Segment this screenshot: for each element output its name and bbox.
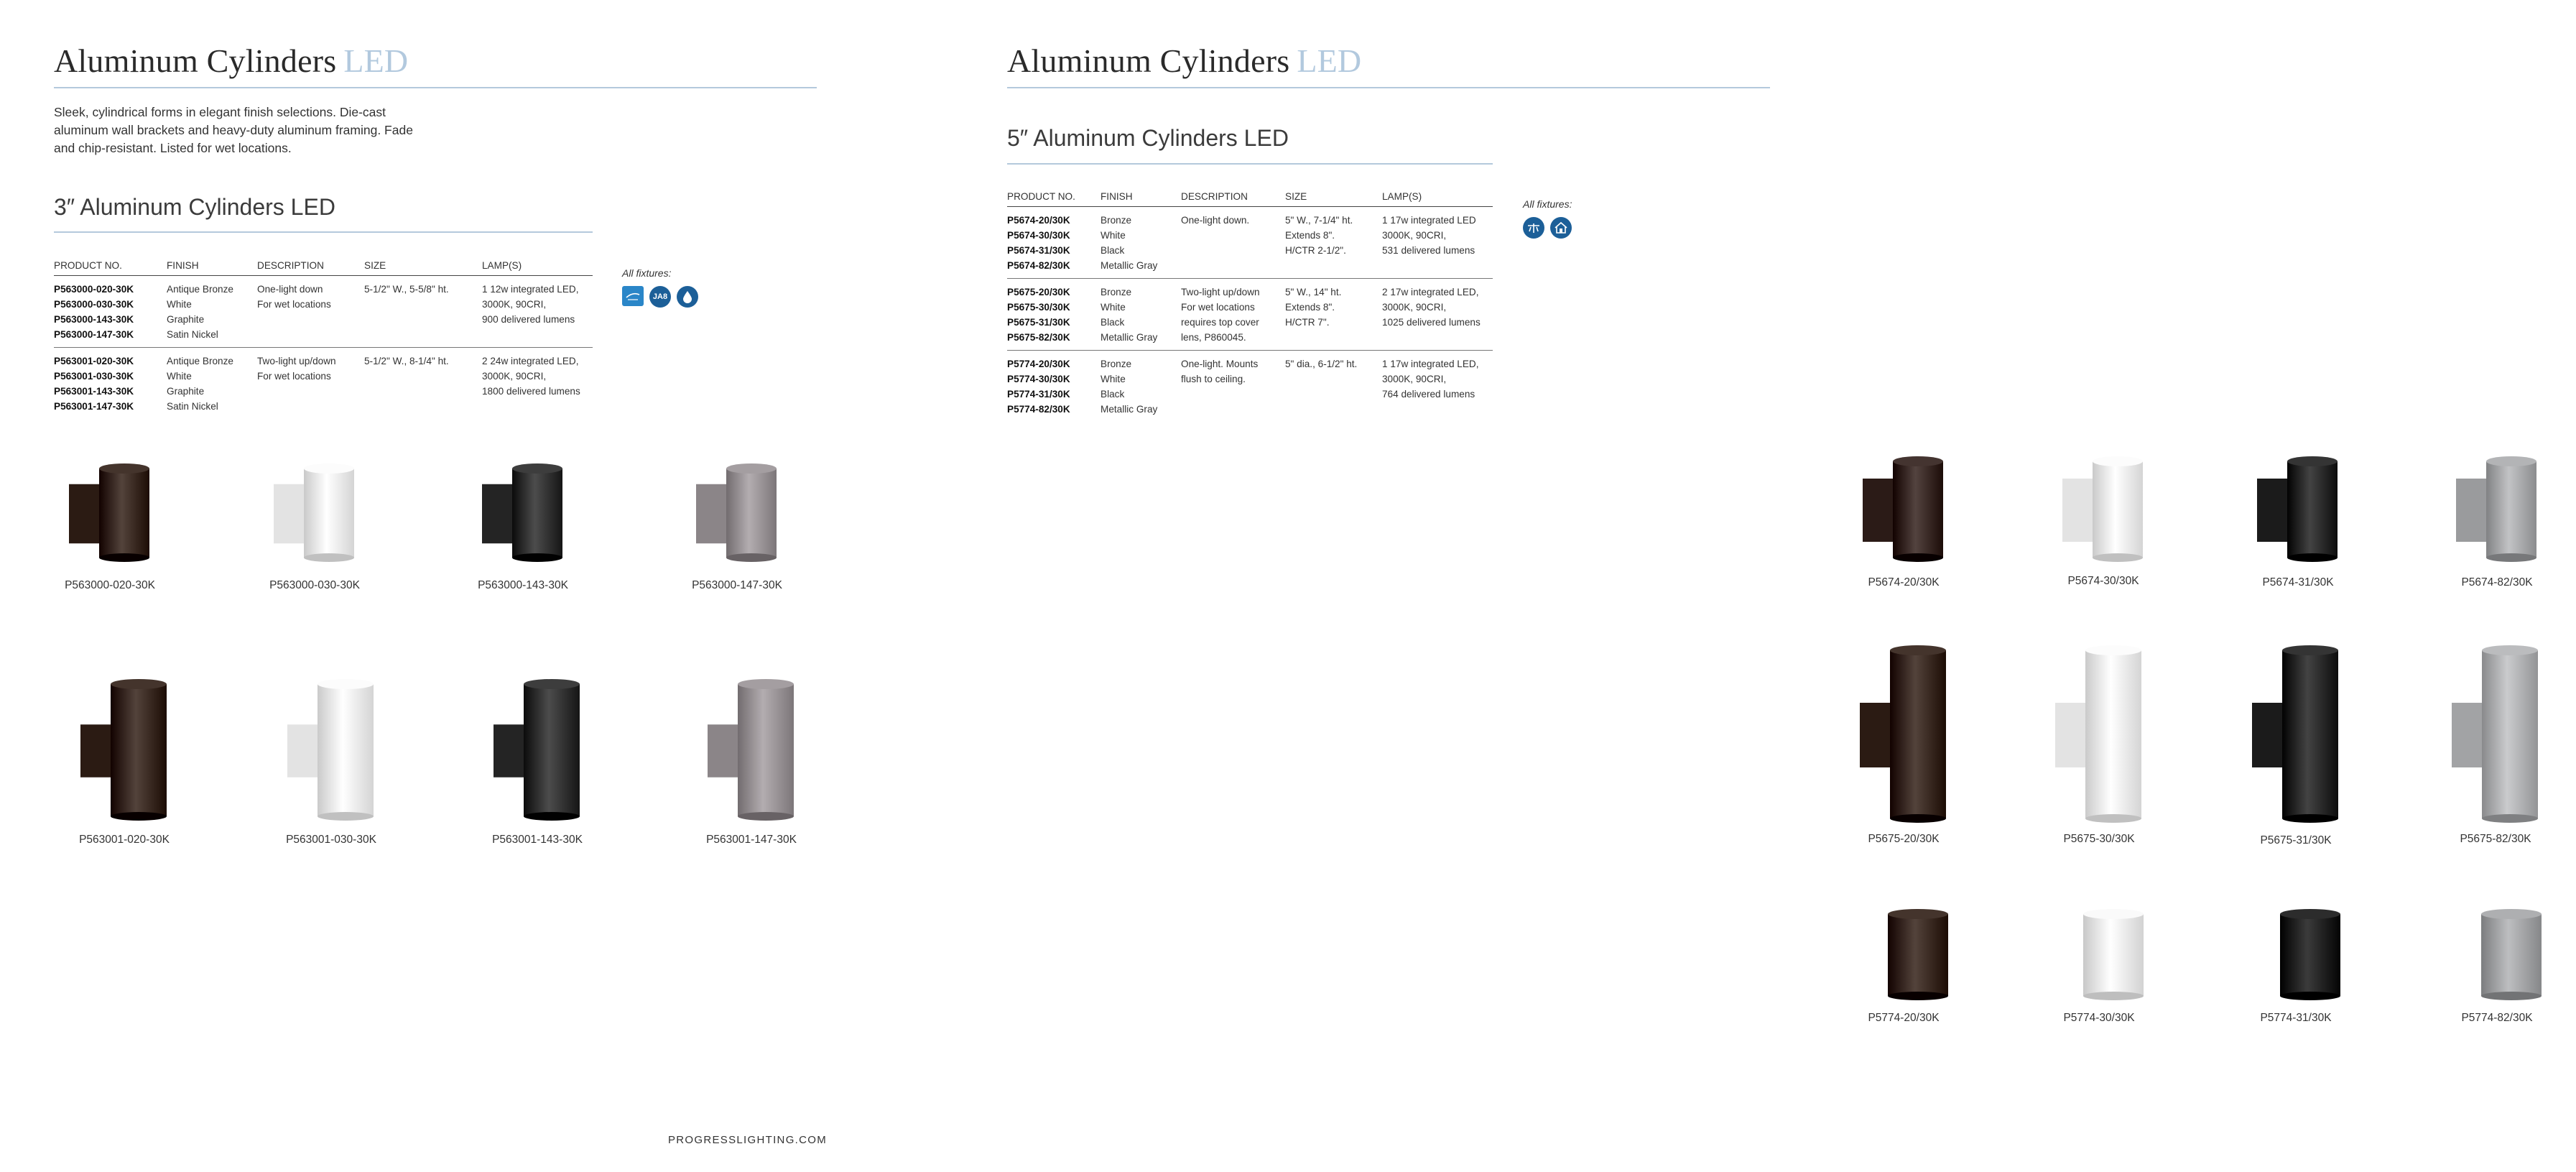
product-label: P563001-143-30K [492, 834, 583, 846]
cell-description [1181, 207, 1285, 279]
wall-bracket [2257, 479, 2292, 542]
cylinder-bottom [738, 812, 794, 821]
wall-bracket [494, 724, 528, 778]
fixture-illustration [2418, 453, 2576, 568]
size-line: 5-1/2" W., 8-1/4" ht. [364, 356, 449, 366]
cylinder-body [1890, 650, 1946, 818]
cylinder-body [512, 469, 562, 558]
cell-finishes [167, 348, 257, 420]
fixture-illustration [31, 460, 189, 568]
fixture-image [2217, 642, 2375, 829]
fixture-image [2418, 453, 2576, 568]
product-card [2024, 453, 2182, 587]
cylinder-body [2481, 914, 2542, 996]
website-footer: PROGRESSLIGHTING.COM [668, 1134, 828, 1146]
wall-bracket [1863, 479, 1897, 542]
product-label: P5674-31/30K [2262, 576, 2334, 589]
cylinder-bottom [2482, 814, 2538, 823]
col-header-description: DESCRIPTION [257, 260, 364, 276]
cylinder-top [524, 679, 580, 689]
lamps-line: 3000K, 90CRI, [1382, 302, 1447, 313]
product-card [1825, 453, 1983, 589]
cylinder-top [738, 679, 794, 689]
cylinder-top [2282, 645, 2338, 655]
cylinder-top [726, 463, 777, 474]
title-main: Aluminum Cylinders [54, 42, 337, 79]
cylinder-bottom [2486, 553, 2536, 562]
finishes-line: Black [1101, 317, 1125, 328]
cell-description [257, 276, 364, 348]
cylinder-top [2486, 456, 2536, 466]
page-title [54, 42, 408, 80]
right-page [902, 0, 2533, 1172]
finishes-line: Antique Bronze [167, 284, 233, 295]
product-numbers-line: P5675-20/30K [1007, 287, 1070, 297]
wall-bracket [1860, 703, 1894, 767]
cylinder-body [2287, 461, 2338, 558]
product-card [1825, 905, 1983, 1024]
cylinder-body [2085, 650, 2141, 818]
cylinder-top [2482, 645, 2538, 655]
fixture-image [2217, 905, 2375, 1006]
all-fixtures-label: All fixtures: [622, 267, 672, 279]
fixture-image [2020, 905, 2178, 1006]
description-line: Two-light up/down [257, 356, 336, 366]
cylinder-body [2093, 461, 2143, 558]
cylinder-bottom [1893, 553, 1943, 562]
fixture-illustration [2217, 905, 2375, 1006]
cylinder-top [2481, 909, 2542, 919]
cylinder-bottom [2280, 992, 2340, 1000]
size-line: Extends 8". [1285, 230, 1335, 241]
wall-bracket [69, 484, 103, 544]
finishes-line: White [167, 371, 192, 382]
cylinder-body [111, 684, 167, 816]
all-fixtures-badges [622, 267, 698, 308]
product-label: P5674-82/30K [2461, 576, 2533, 589]
lamps-line: 1025 delivered lumens [1382, 317, 1481, 328]
product-label: P5675-31/30K [2260, 834, 2332, 846]
description-line: One-light. Mounts [1181, 359, 1259, 369]
cell-size [1285, 279, 1382, 351]
cylinder-body [1893, 461, 1943, 558]
product-card [2219, 453, 2377, 589]
cell-lamps [1382, 351, 1493, 423]
size-line: 5" W., 14" ht. [1285, 287, 1342, 297]
size-line: H/CTR 7". [1285, 317, 1330, 328]
cell-product-numbers [54, 348, 167, 420]
description-line: requires top cover [1181, 317, 1259, 328]
wall-bracket [2452, 703, 2486, 767]
cylinder-top [99, 463, 149, 474]
product-card [2020, 905, 2178, 1024]
finishes-line: Bronze [1101, 215, 1132, 226]
product-numbers-line: P5774-30/30K [1007, 374, 1070, 384]
product-numbers-line: P563001-147-30K [54, 401, 134, 412]
cell-finishes [167, 276, 257, 348]
col-header-lamps: LAMP(S) [482, 260, 593, 276]
product-card [458, 675, 616, 846]
product-numbers-line: P563000-030-30K [54, 299, 134, 310]
home-icon [1550, 217, 1572, 239]
lamps-line: 3000K, 90CRI, [482, 371, 547, 382]
cylinder-body [2282, 650, 2338, 818]
fixture-image [1825, 453, 1983, 568]
fixture-image [2219, 453, 2377, 568]
fixture-illustration [2217, 642, 2375, 829]
cylinder-bottom [99, 553, 149, 562]
product-label: P5675-82/30K [2460, 833, 2531, 845]
size-line: 5" W., 7-1/4" ht. [1285, 215, 1353, 226]
cell-product-numbers [54, 276, 167, 348]
product-numbers-line: P5774-31/30K [1007, 389, 1070, 400]
wall-bracket [2456, 479, 2491, 542]
fixture-image [458, 675, 616, 826]
wall-bracket [482, 484, 516, 544]
fixture-illustration [672, 675, 830, 826]
description-line: For wet locations [1181, 302, 1255, 313]
wall-bracket [708, 724, 742, 778]
cell-lamps [1382, 279, 1493, 351]
lamps-line: 2 17w integrated LED, [1382, 287, 1479, 297]
cylinder-top [318, 679, 374, 689]
all-fixtures-badges [1523, 198, 1572, 239]
col-header-finish: FINISH [167, 260, 257, 276]
description-line: flush to ceiling. [1181, 374, 1246, 384]
fixture-illustration [658, 460, 816, 568]
cell-lamps [482, 276, 593, 348]
fixture-image [1825, 642, 1983, 829]
fixture-illustration [1825, 905, 1983, 1006]
product-numbers-line: P5774-20/30K [1007, 359, 1070, 369]
product-card [444, 460, 602, 591]
lamps-line: 1 12w integrated LED, [482, 284, 579, 295]
fixture-illustration [45, 675, 203, 826]
spec-row [1007, 279, 1493, 351]
size-line: H/CTR 2-1/2". [1285, 245, 1346, 256]
product-numbers-line: P563001-143-30K [54, 386, 134, 397]
lamps-line: 1800 delivered lumens [482, 386, 580, 397]
product-card [236, 460, 394, 591]
product-numbers-line: P5674-20/30K [1007, 215, 1070, 226]
wall-bracket [2252, 703, 2287, 767]
description-line: For wet locations [257, 299, 331, 310]
finishes-line: Metallic Gray [1101, 404, 1158, 415]
cell-size [1285, 351, 1382, 423]
cell-product-numbers [1007, 279, 1101, 351]
product-numbers-line: P5675-82/30K [1007, 332, 1070, 343]
product-label: P5774-31/30K [2260, 1012, 2332, 1024]
fixture-illustration [1825, 453, 1983, 568]
product-label: P563001-020-30K [79, 834, 170, 846]
finishes-line: White [1101, 302, 1126, 313]
title-accent: LED [343, 42, 409, 79]
cylinder-body [1888, 914, 1948, 996]
wall-bracket [80, 724, 115, 778]
col-header-product: PRODUCT NO. [54, 260, 167, 276]
cell-lamps [1382, 207, 1493, 279]
finishes-line: Bronze [1101, 359, 1132, 369]
spec-row [54, 276, 593, 348]
product-card [672, 675, 830, 846]
product-label: P563000-143-30K [478, 579, 568, 591]
col-header-product: PRODUCT NO. [1007, 191, 1101, 207]
energy-star-icon [622, 286, 644, 306]
product-numbers-line: P5675-30/30K [1007, 302, 1070, 313]
cell-product-numbers [1007, 351, 1101, 423]
cell-product-numbers [1007, 207, 1101, 279]
cylinder-bottom [2093, 553, 2143, 562]
finishes-line: Metallic Gray [1101, 260, 1158, 271]
subtitle-divider [54, 231, 593, 233]
fixture-illustration [2418, 905, 2576, 1006]
cylinder-bottom [2085, 814, 2141, 823]
fixture-illustration [2024, 453, 2182, 568]
ja8-icon-text: JA8 [652, 292, 668, 301]
cylinder-body [2280, 914, 2340, 996]
lamps-line: 1 17w integrated LED [1382, 215, 1476, 226]
product-numbers-line: P563000-147-30K [54, 329, 134, 340]
product-numbers-line: P5774-82/30K [1007, 404, 1070, 415]
fixture-image [31, 460, 189, 568]
cylinder-top [1890, 645, 1946, 655]
fixture-image [444, 460, 602, 568]
col-header-size: SIZE [1285, 191, 1382, 207]
product-card [252, 675, 410, 846]
cylinder-body [2083, 914, 2144, 996]
product-numbers-line: P563000-020-30K [54, 284, 134, 295]
description-line: Two-light up/down [1181, 287, 1260, 297]
lamps-line: 764 delivered lumens [1382, 389, 1475, 400]
product-label: P5774-20/30K [1868, 1012, 1940, 1024]
product-numbers-line: P5674-30/30K [1007, 230, 1070, 241]
title-divider [54, 87, 817, 88]
product-card [2217, 905, 2375, 1024]
cylinder-top [304, 463, 354, 474]
cylinder-bottom [2282, 814, 2338, 823]
wall-bracket [287, 724, 322, 778]
finishes-line: Black [1101, 245, 1125, 256]
product-card [1825, 642, 1983, 845]
cell-size [364, 276, 482, 348]
fixture-image [2024, 453, 2182, 568]
spec-table [54, 260, 593, 419]
cylinder-top [1893, 456, 1943, 466]
wet-location-icon [1523, 217, 1544, 239]
cylinder-top [1888, 909, 1948, 919]
cylinder-body [726, 469, 777, 558]
product-label: P563000-147-30K [692, 579, 782, 591]
finishes-line: Antique Bronze [167, 356, 233, 366]
wall-bracket [2055, 703, 2090, 767]
cylinder-top [2083, 909, 2144, 919]
cylinder-body [524, 684, 580, 816]
product-card [31, 460, 189, 591]
cylinder-body [2482, 650, 2538, 818]
page-title [1007, 42, 1361, 80]
cell-finishes [1101, 279, 1181, 351]
finishes-line: Metallic Gray [1101, 332, 1158, 343]
fixture-image [252, 675, 410, 826]
cylinder-bottom [1890, 814, 1946, 823]
description-line: For wet locations [257, 371, 331, 382]
fixture-illustration [444, 460, 602, 568]
ja8-icon [649, 286, 671, 308]
spec-row [1007, 351, 1493, 423]
all-fixtures-label: All fixtures: [1523, 198, 1572, 210]
cylinder-body [738, 684, 794, 816]
finishes-line: Bronze [1101, 287, 1132, 297]
product-label: P563001-030-30K [286, 834, 376, 846]
lamps-line: 531 delivered lumens [1382, 245, 1475, 256]
lamps-line: 3000K, 90CRI, [482, 299, 547, 310]
cylinder-bottom [726, 553, 777, 562]
product-numbers-line: P5674-31/30K [1007, 245, 1070, 256]
product-label: P563000-030-30K [269, 579, 360, 591]
title-main: Aluminum Cylinders [1007, 42, 1290, 79]
description-line: lens, P860045. [1181, 332, 1246, 343]
fixture-image [2417, 642, 2575, 829]
spec-row [1007, 207, 1493, 279]
product-label: P563001-147-30K [706, 834, 797, 846]
fixture-image [672, 675, 830, 826]
wall-bracket [696, 484, 731, 544]
finishes-line: Satin Nickel [167, 401, 218, 412]
product-card [2418, 453, 2576, 589]
fixture-image [658, 460, 816, 568]
finishes-line: White [1101, 230, 1126, 241]
cylinder-bottom [304, 553, 354, 562]
description-line: One-light down. [1181, 215, 1250, 226]
cylinder-top [111, 679, 167, 689]
product-card [2418, 905, 2576, 1024]
cell-finishes [1101, 207, 1181, 279]
product-label: P563000-020-30K [65, 579, 155, 591]
finishes-line: Graphite [167, 314, 205, 325]
wall-bracket [274, 484, 308, 544]
finishes-line: Graphite [167, 386, 205, 397]
finishes-line: Black [1101, 389, 1125, 400]
product-card [2417, 642, 2575, 845]
lamps-line: 3000K, 90CRI, [1382, 374, 1447, 384]
fixture-illustration [1825, 642, 1983, 829]
product-label: P5675-30/30K [2063, 833, 2135, 845]
spec-row [54, 348, 593, 420]
cylinder-bottom [512, 553, 562, 562]
finishes-line: Satin Nickel [167, 329, 218, 340]
cylinder-bottom [318, 812, 374, 821]
fixture-image [1825, 905, 1983, 1006]
product-numbers-line: P563001-030-30K [54, 371, 134, 382]
finishes-line: White [1101, 374, 1126, 384]
product-label: P5674-20/30K [1868, 576, 1940, 589]
product-label: P5774-82/30K [2461, 1012, 2533, 1024]
cylinder-body [99, 469, 149, 558]
fixture-illustration [252, 675, 410, 826]
cell-description [257, 348, 364, 420]
product-card [2217, 642, 2375, 846]
lamps-line: 2 24w integrated LED, [482, 356, 579, 366]
product-numbers-line: P5674-82/30K [1007, 260, 1070, 271]
fixture-image [236, 460, 394, 568]
section-subtitle: 5″ Aluminum Cylinders LED [1007, 125, 1289, 151]
cylinder-body [318, 684, 374, 816]
product-label: P5675-20/30K [1868, 833, 1940, 845]
size-line: 5-1/2" W., 5-5/8" ht. [364, 284, 449, 295]
col-header-finish: FINISH [1101, 191, 1181, 207]
product-label: P5774-30/30K [2063, 1012, 2135, 1024]
fixture-illustration [236, 460, 394, 568]
cell-description [1181, 279, 1285, 351]
product-label: P5674-30/30K [2067, 575, 2139, 587]
product-card [658, 460, 816, 591]
wall-bracket [2062, 479, 2097, 542]
cylinder-top [512, 463, 562, 474]
product-numbers-line: P563000-143-30K [54, 314, 134, 325]
cylinder-bottom [2083, 992, 2144, 1000]
cylinder-bottom [524, 812, 580, 821]
fixture-illustration [2020, 642, 2178, 829]
section-subtitle: 3″ Aluminum Cylinders LED [54, 194, 335, 220]
cell-size [1285, 207, 1382, 279]
cylinder-top [2287, 456, 2338, 466]
description-line: One-light down [257, 284, 323, 295]
fixture-illustration [2219, 453, 2377, 568]
title-accent: LED [1297, 42, 1362, 79]
fixture-image [2418, 905, 2576, 1006]
product-numbers-line: P563001-020-30K [54, 356, 134, 366]
col-header-size: SIZE [364, 260, 482, 276]
col-header-lamps: LAMP(S) [1382, 191, 1493, 207]
product-card [45, 675, 203, 846]
title-divider [1007, 87, 1770, 88]
size-line: Extends 8". [1285, 302, 1335, 313]
cylinder-bottom [111, 812, 167, 821]
lamps-line: 900 delivered lumens [482, 314, 575, 325]
cylinder-body [304, 469, 354, 558]
size-line: 5" dia., 6-1/2" ht. [1285, 359, 1358, 369]
left-page [0, 0, 902, 1172]
lamps-line: 1 17w integrated LED, [1382, 359, 1479, 369]
product-numbers-line: P5675-31/30K [1007, 317, 1070, 328]
fixture-image [45, 675, 203, 826]
product-card [2020, 642, 2178, 845]
subtitle-divider [1007, 163, 1493, 165]
cylinder-bottom [2481, 992, 2542, 1000]
cylinder-top [2280, 909, 2340, 919]
cylinder-top [2085, 645, 2141, 655]
cylinder-top [2093, 456, 2143, 466]
wet-location-icon [677, 286, 698, 308]
cylinder-body [2486, 461, 2536, 558]
fixture-illustration [458, 675, 616, 826]
cell-lamps [482, 348, 593, 420]
col-header-description: DESCRIPTION [1181, 191, 1285, 207]
cell-finishes [1101, 351, 1181, 423]
finishes-line: White [167, 299, 192, 310]
cell-size [364, 348, 482, 420]
fixture-illustration [2417, 642, 2575, 829]
cylinder-bottom [2287, 553, 2338, 562]
lamps-line: 3000K, 90CRI, [1382, 230, 1447, 241]
cell-description [1181, 351, 1285, 423]
fixture-image [2020, 642, 2178, 829]
cylinder-bottom [1888, 992, 1948, 1000]
spec-table [1007, 191, 1493, 422]
fixture-illustration [2020, 905, 2178, 1006]
intro-text: Sleek, cylindrical forms in elegant finish selections. Die-cast aluminum wall brackets and heavy-duty aluminum framing. Fade and chip-resistant. Listed for wet locations. [54, 105, 413, 155]
